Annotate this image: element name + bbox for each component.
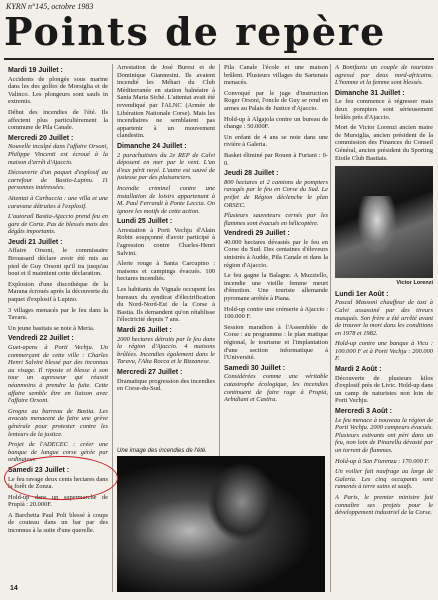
news-paragraph: Le feu menace à nouveau la région de Porti Vechju. 2000 campeurs évacués. Plusieurs estivants ont péri dans un feu, non loin de Pinarellu dévasté par un torrent de flammes. <box>335 416 433 454</box>
entry-date: Mardi 19 Juillet : <box>8 67 63 74</box>
news-paragraph: Début des incendies de l'été. Ils affectent plus particulièrement la commune de Pila Canale. <box>8 108 108 132</box>
entry-date: Vendredi 29 Juillet : <box>224 230 290 238</box>
news-paragraph: Incendie criminel contre une installation de loisirs appartenant à M. Paul Ferrandi à Ponte Leccia. On ignore les motifs de cette action. <box>117 184 215 215</box>
entry-date: Lundi 1er Août : <box>335 290 389 298</box>
news-paragraph: A Barchetta Paul Poli blessé à coups de couteau dans un bar par des inconnus à la suite d'une querelle. <box>8 511 108 535</box>
fire-photo-caption: Une image des incendies de l'été. <box>117 448 207 454</box>
column-divider <box>112 64 113 592</box>
entry-date: Mardi 26 Juillet : <box>117 327 172 334</box>
column-divider <box>330 64 331 592</box>
news-paragraph: Projet de l'ADECEC : créer une banque de langue corse gérée par ordinateur. <box>8 441 108 464</box>
entry-date: Mercredi 3 Août : <box>335 408 392 416</box>
entry-date: Mercredi 27 Juillet : <box>117 368 183 376</box>
entry-date: Mercredi 20 Juillet : <box>8 134 74 142</box>
news-paragraph: Hold-up contre une banque à Vicu : 100.000 F et à Porti Vechju : 200.000 F. <box>335 340 433 363</box>
news-paragraph: Accidents de plongée sous marine dans les des golfes de Morsiglia et de Valinco. Les plongeurs sont saufs in extremis. <box>8 75 108 106</box>
column-3 <box>224 64 328 444</box>
news-paragraph: Guet-apens à Porti Vechju. Un commerçant de cette ville : Charles Henri Salvini blessé par des inconnus au visage. Il riposte et blesse à son tour un agresseur qui réussit néanmoins à prendre la fuite. Cette affaire semble être en liaison avec l'affaire Orsoni. <box>8 344 108 405</box>
news-paragraph: 40.000 hectares dévastés par le feu en Corse du Sud. Des centaines d'éleveurs sinistrés à Audde, Pila Canale et dans la région d'Ajaccio. <box>224 238 328 269</box>
news-paragraph: Le feu commence à régresser mais deux pompiers sont sérieusement brûlés près d'Ajaccio. <box>335 98 433 121</box>
entry-date: Lundi 25 Juillet : <box>117 218 173 226</box>
news-paragraph: Explosion d'une discothèque de la Marana écroués après la découverte du paquet d'explosif à Lupino. <box>8 280 108 304</box>
column-4 <box>335 64 433 590</box>
news-paragraph: 2 parachutistes du 2e REP de Calvi déposent en mer par le vent. L'un d'eux périt noyé. L'autre est sauvé de justesse par des plaisanciers. <box>117 151 215 182</box>
news-paragraph: Un voilier fait naufrage au large de Galeria. Les cinq occupants sont ramenés à terre sains et saufs. <box>335 468 433 491</box>
news-paragraph: Basket éliminé par Rouen à Furiani : 0-0. <box>224 151 328 167</box>
entry-date: Jeudi 21 Juillet : <box>8 238 63 246</box>
news-paragraph: Affaire Orsoni, le commissaire Broussard déclare avoir été mis au pied de Guy Orsoni qu'il ira jusqu'au bout et il maintient cette déclaration. <box>8 247 108 278</box>
entry-date: Samedi 23 Juillet : <box>8 466 70 474</box>
news-paragraph: Un jeune bastiais se noie à Meria. <box>8 324 95 332</box>
news-paragraph: Attentat à Carbuccia : une villa et une caravane détruites à l'explosif. <box>8 194 108 210</box>
masthead: KYRN n°145, octobre 1983 <box>6 2 94 11</box>
news-paragraph: Plusieurs sauveteurs cernés par les flammes sont évacués en hélicoptère. <box>224 212 328 227</box>
news-paragraph: Pascal Massoni chauffeur de taxi à Calvi assassiné par des tireurs masqués. Son frère a été arrêté avant de trouver la mort dans les conditions en 1978 et 1982. <box>335 299 433 337</box>
portrait-photo <box>335 166 433 278</box>
page-title: Points de repère <box>4 10 387 54</box>
news-paragraph: Arrestation à Porti Vechju d'Alain Robin soupçonné d'avoir participé à l'agression contre Charles-Henri Salvini. <box>117 226 215 257</box>
news-paragraph: Nouvelle inculpé dans l'affaire Orsoni, Philippe Vincenti est écroué à la maison d'arrêt d'Ajaccio. <box>8 143 108 166</box>
entry-date: Jeudi 28 Juillet : <box>224 170 279 178</box>
fire-photo <box>117 456 325 592</box>
news-paragraph: Le feu gagne la Balagne. A Muzziello, incendie une vieille femme meurt d'émotion. Une touriste allemande pyromane arrêtée à Piana. <box>224 272 328 303</box>
news-paragraph: Les habitants de Vignale occupent les bureaux du syndicat d'électrification du Nord-Nord-Est de la Corse à Bastia. Ils demandent qu'on rétablisse l'électricité depuis 7 ans. <box>117 286 215 324</box>
entry-date: Dimanche 24 Juillet : <box>117 142 187 150</box>
news-paragraph: Dramatique progression des incendies en Corse-du-Sud. <box>117 377 215 393</box>
news-paragraph: Hold-up à Algajola contre un bureau de change : 50.000F. <box>224 115 328 131</box>
photo-credit: Victor Lorenzi <box>396 280 433 287</box>
column-1 <box>8 64 108 590</box>
news-paragraph: 800 hectares et 2 camions de pompiers ravagés par le feu en Corse du Sud. Le préfet de Région déclenche le plan ORSEC. <box>224 178 328 209</box>
news-paragraph: Arrestation de José Buresi et de Dominique Giannesini. Ils avaient incendié les Méhari du Club Méditerranée en station balnéaire à Santa Maria Siché. L'attentat avait été revendiqué par l'ALNC (Armée de Libération Nationale Corse). Mais les incendiaires ne semblaient pas appartenir à un mouvement clandestin. <box>117 64 215 140</box>
news-paragraph: Un enfant de 4 ans se noie dans une rivière à Galeria. <box>224 133 328 149</box>
news-paragraph: L'autorail Bastia-Ajaccio prend feu en gare de Corte. Pas de blessés mais des dégâts importants. <box>8 213 108 236</box>
news-paragraph: Hold-up dans un supermarché de Prupià : 20.000F. <box>8 493 108 509</box>
news-paragraph: A Paris, le premier ministre fait connaître ses projets pour le développement industriel de la Corse. <box>335 493 433 517</box>
news-paragraph: Hold-up contre une crémerie à Ajaccio : 100.000 F. <box>224 305 328 321</box>
news-paragraph: Convoqué par le juge d'instruction Roger Orsoni, l'oncle de Guy se rend en armes au Palais de Justice d'Ajaccio. <box>224 89 328 112</box>
news-paragraph: Hold-up à San Fiurenzu : 170.000 F. <box>335 457 430 465</box>
news-paragraph: Alerte rouge à Santa Carcupino : maisons et campings évacués. 100 hectares incendiés. <box>117 260 215 283</box>
news-paragraph: Considérées comme une véritable catastrophe écologique, les incendies continuent de faire rage à Prupià, Arbidiani et Castira. <box>224 373 328 404</box>
page-number: 14 <box>10 585 18 592</box>
news-paragraph: Le feu ravage deux cents hectares dans la forêt de Zonza. <box>8 475 108 491</box>
entry-date: Mardi 2 Août : <box>335 366 382 374</box>
news-paragraph: A Bonifaziu un couple de touristes agressé par deux nord-africains. L'homme et la femme sont blessés. <box>335 64 433 87</box>
news-paragraph: Mort de Victor Lorenzi ancien maire de Mursiglia, ancien président de la commission des Finances du Conseil Général, ancien président du Sporting Etoile Club Bastiais. <box>335 124 433 162</box>
news-paragraph: Grogne au barreau de Bastia. Les avocats menacent de faire une grève générale pour protester contre les lenteurs de la justice. <box>8 407 108 438</box>
entry-date: Dimanche 31 Juillet : <box>335 89 405 97</box>
news-paragraph: 3 villages menacés par le feu dans la Tavaru. <box>8 306 108 322</box>
news-paragraph: Découverte de plusieurs kilos d'explosif près de Livic. Hold-up dans un camp de naturistes non loin de Porti Vechju. <box>335 374 433 405</box>
column-2 <box>117 64 215 444</box>
entry-date: Vendredi 22 Juillet : <box>8 335 74 343</box>
news-paragraph: Pila Canale l'école et une maison brûlent. Plusieurs villages du Sartenais menacés. <box>224 64 328 87</box>
news-paragraph: Découverte d'un paquet d'explosif au carrefour de Bastio-Lupinu. 11 personnes intéressées. <box>8 169 108 192</box>
news-paragraph: Session marathon à l'Assemblée de Corse : au programme : le plan matique régional, le tourisme et l'implantation d'une section informatique à l'Université. <box>224 323 328 362</box>
title-divider <box>4 58 434 60</box>
news-paragraph: 2000 hectares détruits par le feu dans la région d'Ajaccio. 4 maisons brûlées. Incendies également dans le Taravu, l'Alta Rocca et le Bizzanese. <box>117 335 215 366</box>
entry-date: Samedi 30 Juillet : <box>224 364 286 372</box>
